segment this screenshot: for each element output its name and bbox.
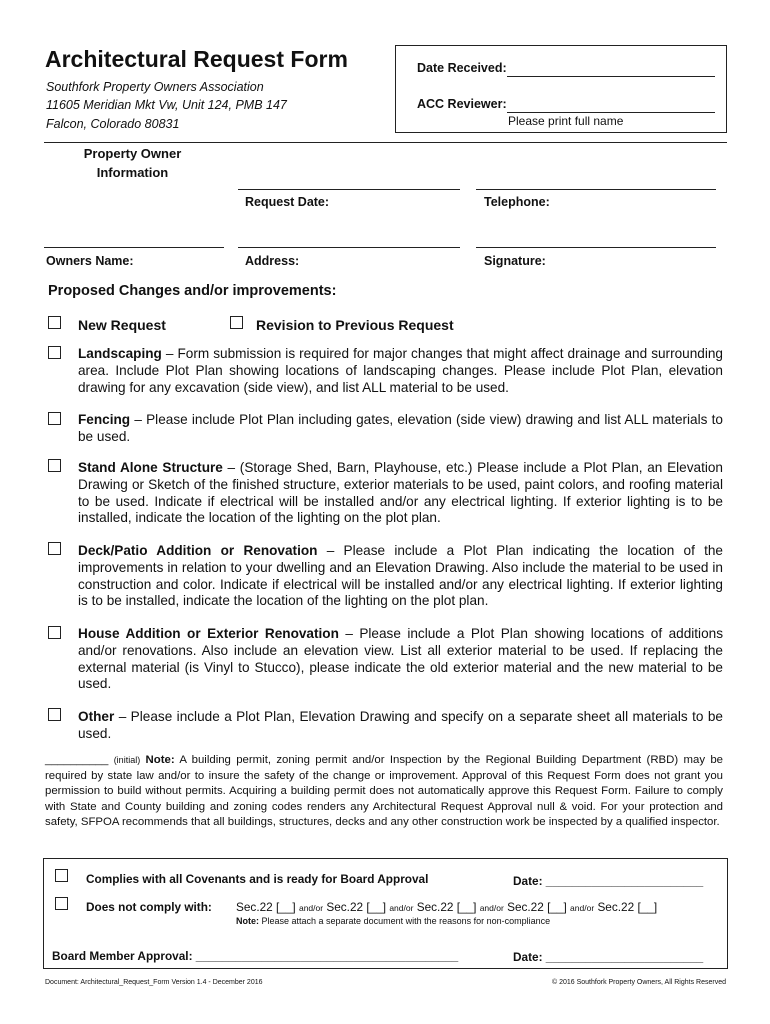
telephone-label: Telephone: xyxy=(484,195,550,209)
other-text: – Please include a Plot Plan, Elevation Drawing and specify on a separate sheet all materials to be used. xyxy=(78,709,723,741)
fencing-title: Fencing xyxy=(78,412,131,427)
house-addition-checkbox[interactable] xyxy=(48,626,61,639)
acc-reviewer-label: ACC Reviewer: xyxy=(417,97,507,111)
other-item xyxy=(78,709,723,743)
fencing-item xyxy=(78,412,723,446)
house-addition-item xyxy=(78,626,723,693)
address-field[interactable] xyxy=(238,247,460,248)
request-date-field[interactable] xyxy=(238,189,460,190)
date-received-label: Date Received: xyxy=(417,61,507,75)
andor-text: and/or xyxy=(298,903,324,913)
not-comply-label: Does not comply with: xyxy=(86,900,212,914)
org-name: Southfork Property Owners Association xyxy=(46,80,264,94)
sec-selector[interactable]: Sec.22 [__] xyxy=(236,900,296,914)
sec-selector[interactable]: Sec.22 [__] xyxy=(326,900,387,914)
andor-text: and/or xyxy=(389,903,414,913)
stand-alone-structure-item xyxy=(78,460,723,527)
sec-selector[interactable]: Sec.22 [__] xyxy=(416,900,477,914)
stand-alone-structure-text: – (Storage Shed, Barn, Playhouse, etc.) Please include a Plot Plan, an Elevation Drawing or Sketch of the finished structure, exterior materials to be used, paint colors, and roofing material to be used. Indicate if electrical will be installed and/or any electrical lighting. If exterior lighting is to be installed, indicate the location of the lighting on the plot plan. xyxy=(78,460,723,526)
note-text: A building permit, zoning permit and/or Inspection by the Regional Building Department (RBD) may be required by state law and/or to insure the safety of the change or improvement. Approval of this Request Form does not grant you permission to build without permits. Acquiring a building permit does not automatically approve this Request Form. Failure to comply with State and County building and zoning codes renders any Architectural Request Approval null & void. For your protection and safety, SFPOA recommends that all buildings, structures, decks and any other construction work be inspected by a qualified inspector. xyxy=(45,754,723,828)
non-compliance-note-text: Please attach a separate document with the reasons for non-compliance xyxy=(259,916,551,926)
proposed-changes-heading: Proposed Changes and/or improvements: xyxy=(48,283,337,299)
deck-patio-text: – Please include a Plot Plan indicating the location of the improvements in relation to your dwelling and an Elevation Drawing. Also include the material to be used in construction and color. Indicate if electrical will be installed and/or any electrical lighting. If exterior lighting is to be installed, indicate the location of the lighting on the plot plan. xyxy=(78,543,723,609)
other-title: Other xyxy=(78,709,115,724)
revision-label: Revision to Previous Request xyxy=(256,317,454,333)
fencing-checkbox[interactable] xyxy=(48,412,61,425)
date-received-field[interactable] xyxy=(507,60,715,77)
sec-selector[interactable]: Sec.22 [__] xyxy=(597,900,658,914)
telephone-field[interactable] xyxy=(476,189,716,190)
complies-checkbox[interactable] xyxy=(55,869,68,882)
owners-name-label: Owners Name: xyxy=(46,254,134,268)
address-line-2: Falcon, Colorado 80831 xyxy=(46,117,180,131)
house-addition-text: – Please include a Plot Plan showing locations of additions and/or renovations. Also include an elevation view. List all exterior material to be used. If replacing the external material (is Vinyl to Stucco), please indicate the old exterior material and the new material to be used. xyxy=(78,626,723,692)
new-request-checkbox[interactable] xyxy=(48,316,61,329)
andor-text: and/or xyxy=(570,903,595,913)
complies-label: Complies with all Covenants and is ready for Board Approval xyxy=(86,872,429,886)
print-full-name-hint: Please print full name xyxy=(508,114,624,128)
initial-label: (initial) xyxy=(113,755,141,765)
deck-patio-title: Deck/Patio Addition or Renovation xyxy=(78,543,318,558)
revision-checkbox[interactable] xyxy=(230,316,243,329)
acc-reviewer-field[interactable] xyxy=(507,96,715,113)
permit-note xyxy=(45,753,723,831)
non-compliance-note xyxy=(236,916,550,926)
signature-label: Signature: xyxy=(484,254,546,268)
house-addition-title: House Addition or Exterior Renovation xyxy=(78,626,339,641)
stand-alone-structure-title: Stand Alone Structure xyxy=(78,460,223,475)
new-request-label: New Request xyxy=(78,317,166,333)
fencing-text: – Please include Plot Plan including gates, elevation (side view) drawing and list ALL materials to be used. xyxy=(78,412,723,444)
approval-date-field[interactable]: Date: ________________________ xyxy=(513,950,704,964)
landscaping-item xyxy=(78,346,723,396)
sec-selector[interactable]: Sec.22 [__] xyxy=(507,900,567,914)
non-compliance-note-label: Note: xyxy=(236,916,259,926)
landscaping-title: Landscaping xyxy=(78,346,162,361)
initial-blank[interactable]: __________ xyxy=(45,754,109,766)
note-label: Note: xyxy=(145,754,175,766)
stand-alone-structure-checkbox[interactable] xyxy=(48,459,61,472)
signature-field[interactable] xyxy=(476,247,716,248)
request-date-label: Request Date: xyxy=(245,195,330,209)
other-checkbox[interactable] xyxy=(48,708,61,721)
not-comply-checkbox[interactable] xyxy=(55,897,68,910)
footer-copyright: © 2016 Southfork Property Owners, All Rights Reserved xyxy=(551,979,726,986)
landscaping-checkbox[interactable] xyxy=(48,346,61,359)
section-heading-owner: Property Owner Information xyxy=(83,146,182,180)
complies-date-field[interactable]: Date: ________________________ xyxy=(513,874,704,888)
landscaping-text: – Form submission is required for major changes that might affect drainage and surrounding area. Include Plot Plan showing locations of landscaping changes. Please include Plot Plan, elevation drawing for any excavation (side view), and list ALL material to be used. xyxy=(78,346,723,395)
footer-document-version: Document: Architectural_Request_Form Version 1.4 - December 2016 xyxy=(45,979,263,986)
andor-text: and/or xyxy=(479,903,504,913)
page-title: Architectural Request Form xyxy=(45,46,348,72)
deck-patio-item xyxy=(78,543,723,610)
address-line-1: 11605 Meridian Mkt Vw, Unit 124, PMB 147 xyxy=(46,98,287,112)
owners-name-field[interactable] xyxy=(44,247,224,248)
address-label: Address: xyxy=(245,254,300,268)
deck-patio-checkbox[interactable] xyxy=(48,542,61,555)
divider xyxy=(44,142,727,143)
board-member-approval-field[interactable]: Board Member Approval: ________________________________________ xyxy=(52,949,459,963)
section-selectors xyxy=(236,900,657,914)
